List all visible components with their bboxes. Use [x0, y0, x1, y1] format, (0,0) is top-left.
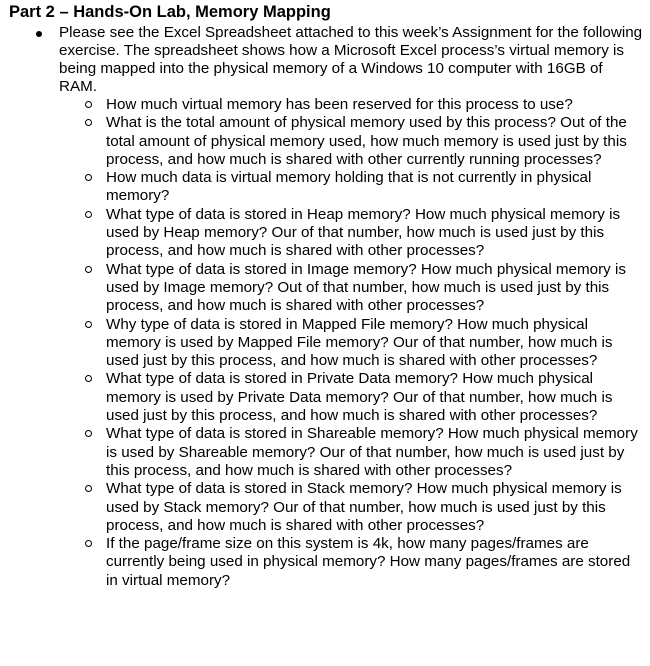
- hollow-bullet-icon: [85, 375, 92, 382]
- question-item: [0, 480, 650, 535]
- question-text: How much virtual memory has been reserved for this process to use?: [106, 96, 573, 113]
- question-text: If the page/frame size on this system is 4k, how many pages/frames are currently being used in physical memory? How many pages/frames are stored in virtual memory?: [106, 535, 631, 589]
- question-item: [0, 425, 650, 480]
- question-text: What is the total amount of physical memory used by this process? Out of the total amount of physical memory used, how much memory is used just by this process, and how much is shared with other currently running processes?: [106, 114, 627, 168]
- question-text: What type of data is stored in Stack memory? How much physical memory is used by Stack memory? Our of that number, how much is used just by this process, and how much is shared with other processes?: [106, 480, 622, 534]
- hollow-bullet-icon: [85, 119, 92, 126]
- question-item: [0, 114, 650, 169]
- question-item: [0, 96, 650, 114]
- question-item: [0, 261, 650, 316]
- question-text: What type of data is stored in Heap memory? How much physical memory is used by Heap memory? Our of that number, how much is used just by this process, and how much is shared with other processes?: [106, 205, 621, 260]
- hollow-bullet-icon: [85, 101, 92, 108]
- question-item: [0, 169, 650, 206]
- intro-paragraph: Please see the Excel Spreadsheet attached to this week’s Assignment for the following exercise. The spreadsheet shows how a Microsoft Excel process’s virtual memory is being mapped into the physical memory of a Windows 10 computer with 16GB of RAM.: [59, 24, 643, 95]
- hollow-bullet-icon: [85, 211, 92, 218]
- hollow-bullet-icon: [85, 540, 92, 547]
- question-item: [0, 316, 650, 371]
- question-text: Why type of data is stored in Mapped File memory? How much physical memory is used by Mapped File memory? Our of that number, how much is used just by this process, and how much is shared with other processes?: [106, 315, 613, 370]
- question-item: [0, 370, 650, 425]
- question-item: [0, 206, 650, 261]
- hollow-bullet-icon: [85, 430, 92, 437]
- question-text: What type of data is stored in Shareable memory? How much physical memory is used by Shareable memory? Our of that number, how much is used just by this process, and how much is shared with other processes?: [106, 425, 638, 479]
- hollow-bullet-icon: [85, 485, 92, 492]
- question-text: What type of data is stored in Private Data memory? How much physical memory is used by Private Data memory? Our of that number, how much is used just by this process, and how much is shared with other processes?: [106, 370, 613, 425]
- section-heading: Part 2 – Hands-On Lab, Memory Mapping: [9, 3, 331, 21]
- question-text: How much data is virtual memory holding that is not currently in physical memory?: [106, 169, 592, 205]
- question-list: [0, 96, 650, 590]
- question-item: [0, 535, 650, 590]
- hollow-bullet-icon: [85, 266, 92, 273]
- bullet-dot-icon: [36, 31, 42, 37]
- hollow-bullet-icon: [85, 174, 92, 181]
- hollow-bullet-icon: [85, 321, 92, 328]
- question-text: What type of data is stored in Image memory? How much physical memory is used by Image memory? Out of that number, how much is used just by this process, and how much is shared with other processes?: [106, 260, 626, 315]
